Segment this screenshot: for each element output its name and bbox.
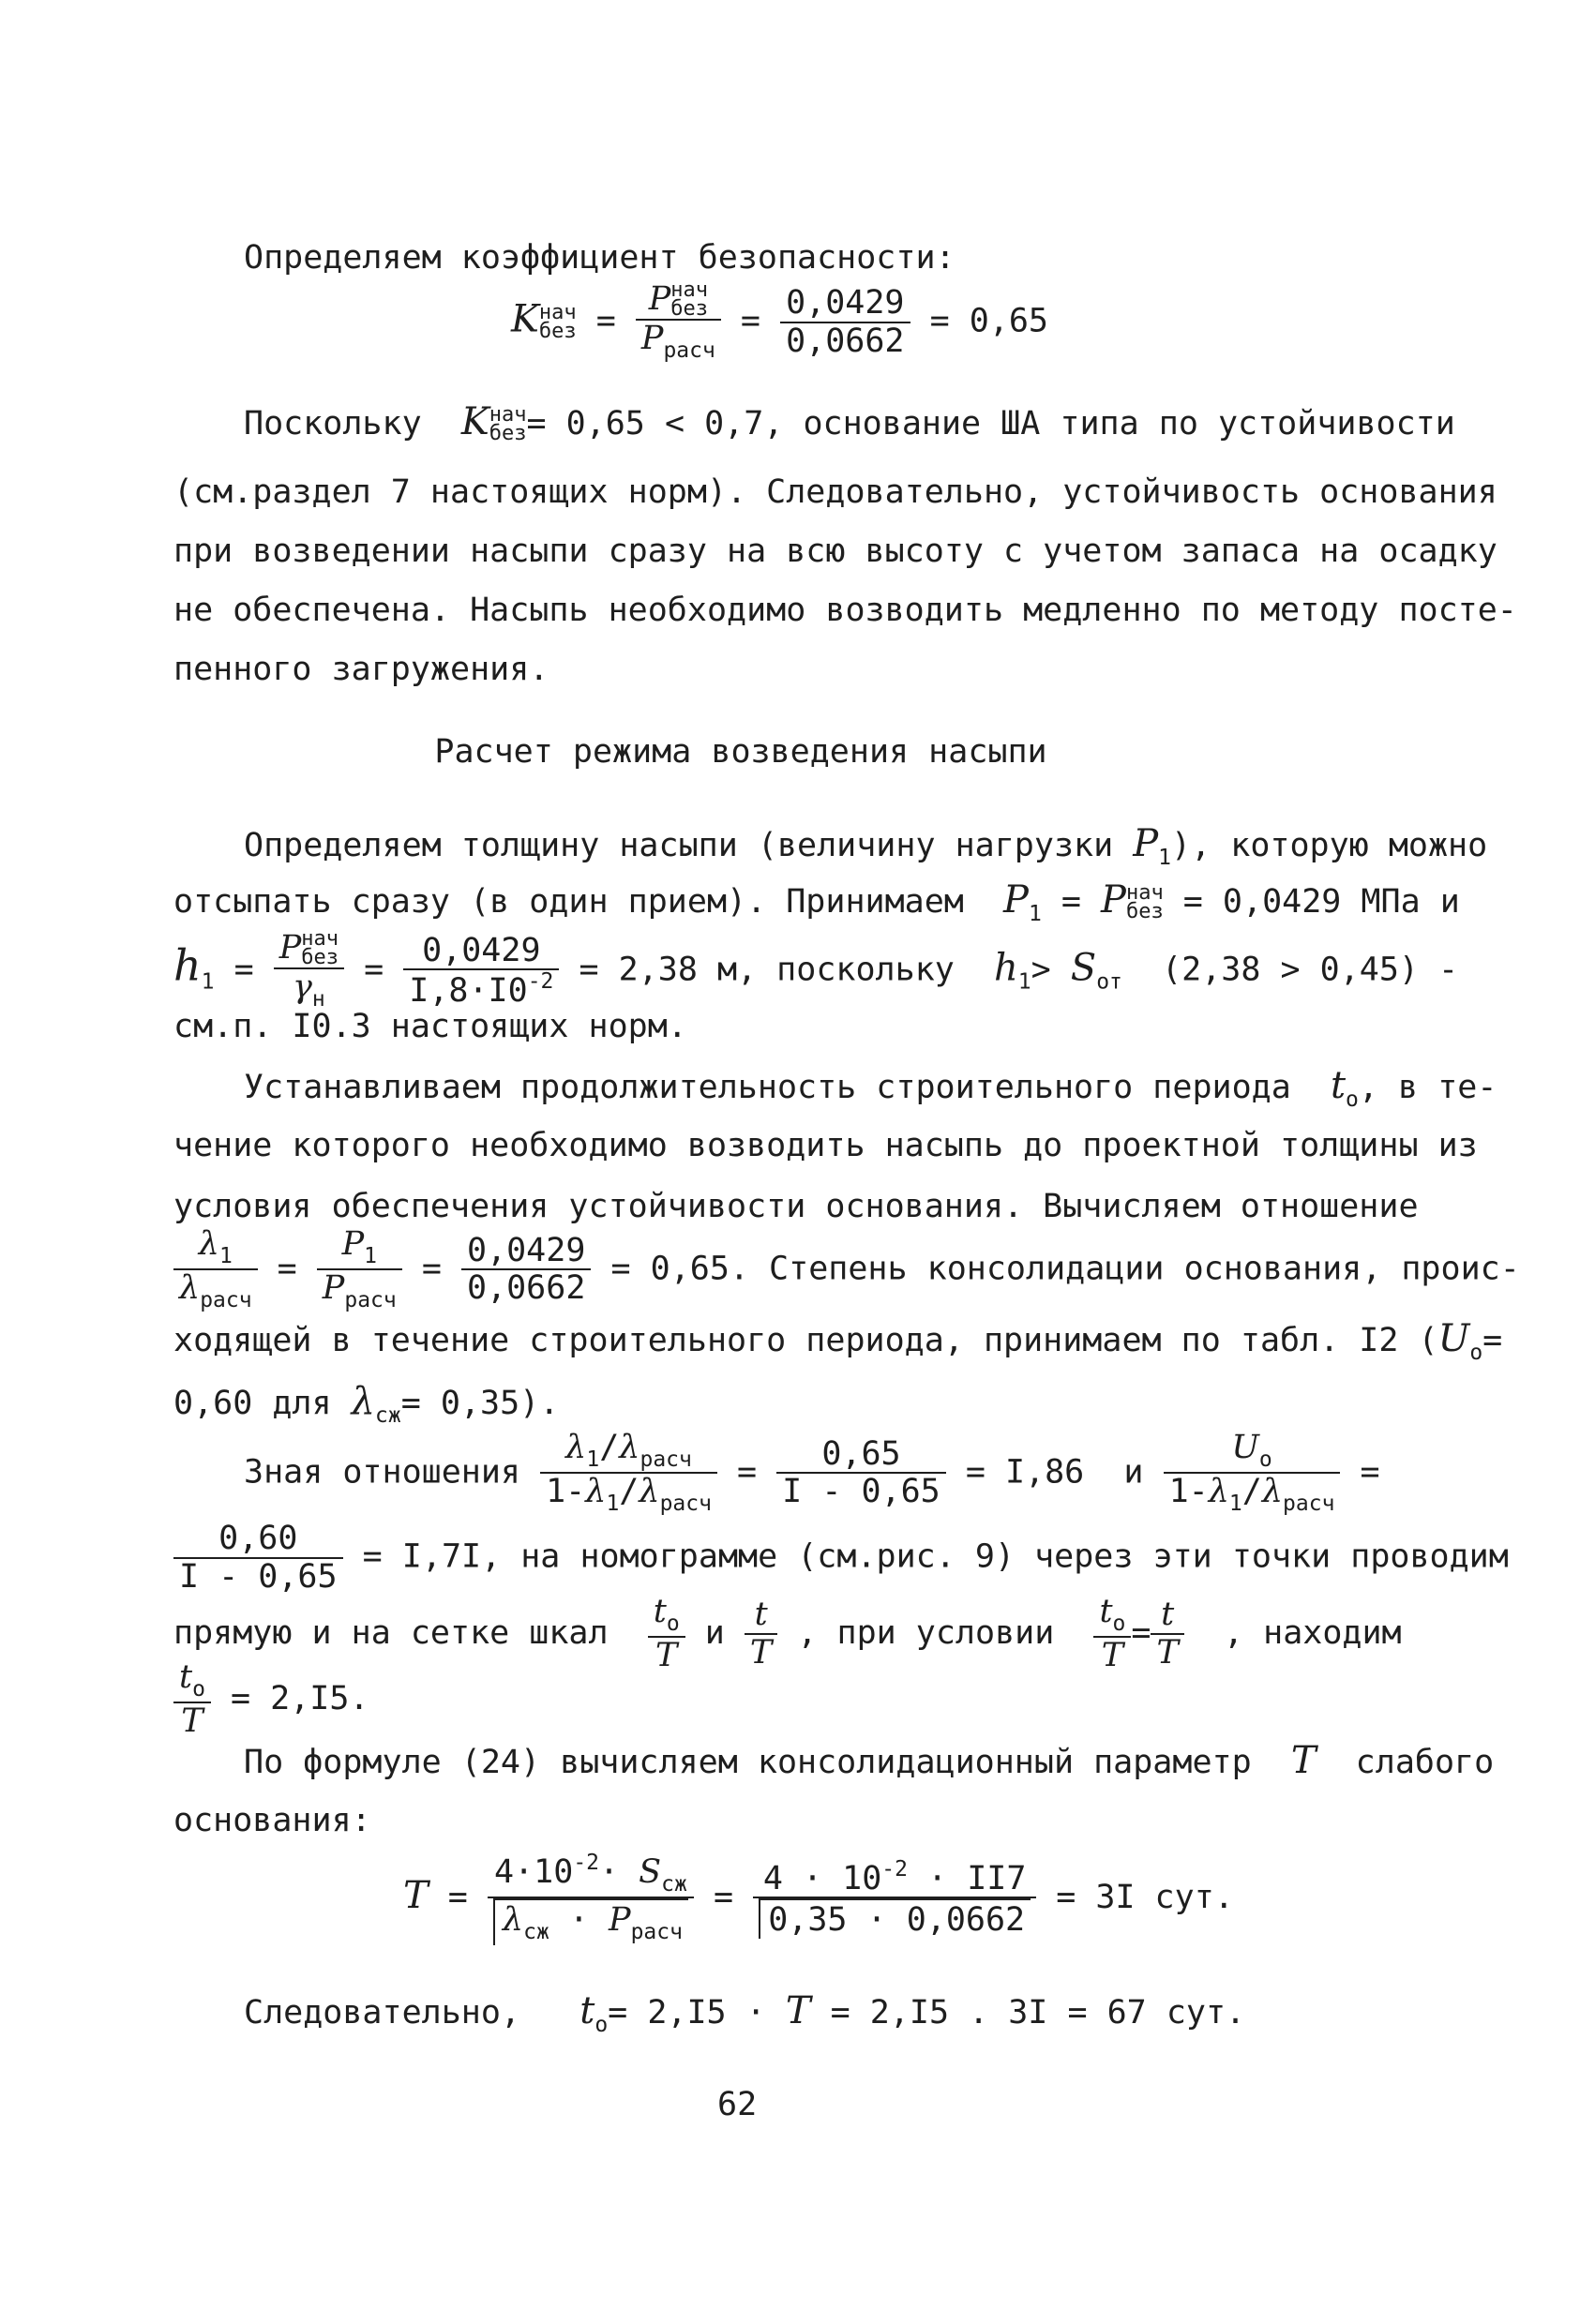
paragraph-line: ходящей в течение строительного периода, принимаем по табл. I2 ($U_o=$ — [173, 1317, 1503, 1365]
paragraph-line: Поскольку K нач без = 0,65 < 0,7, основание ША типа по устойчивости — [244, 400, 1455, 445]
paragraph-line: условия обеспечения устойчивости основания. Вычисляем отношение — [173, 1188, 1419, 1225]
paragraph-line: $\frac{0,60}{I - 0,65}$ = I,7I, на номограмме (см.рис. 9) через эти точки проводим — [173, 1521, 1509, 1595]
page-number: 62 — [717, 2086, 758, 2123]
paragraph-line: $\frac{t_o}{T}$ = 2,I5. — [173, 1659, 369, 1740]
ratio-formula-line: $\frac{\lambda_1}{\lambda_{расч}}$ = $\frac{P_1}{P_{расч}}$ = $\frac{0,0429}{0,0662}$ = 0,65. Степень консолидации основания, проис- — [173, 1226, 1520, 1313]
paragraph-line: Устанавливаем продолжительность строительного периода $t_o$, в те- — [244, 1064, 1497, 1112]
paragraph-line: пенного загружения. — [173, 651, 549, 688]
paragraph-line: при возведении насыпи сразу на всю высоту с учетом запаса на осадку — [173, 532, 1497, 570]
paragraph-line: (см.раздел 7 настоящих норм). Следовательно, устойчивость основания — [173, 473, 1497, 511]
paragraph-line: прямую и на сетке шкал $\frac{t_o}{T}$ и $\frac{t}{T}$ , при условии $\frac{t_o}{T}$ = $\frac{t}{T}$ , находим — [173, 1593, 1402, 1675]
paragraph-line: 0,60 для $\lambda_{сж}= 0,35$). — [173, 1380, 560, 1428]
consolidation-parameter-formula: T = $\frac{4\cdot 10^{-2}\cdot S_{сж}}{\lambda_{сж} \cdot P_{расч}}$ = $\frac{4 \cdot 10^{-2} \cdot II7}{0,35 \cdot 0,0662}$ = 3I сут. — [403, 1851, 1234, 1945]
paragraph-line: По формуле (24) вычисляем консолидационный параметр T слабого — [244, 1739, 1495, 1782]
paragraph-line: Следовательно, $t_o= 2,I5 \cdot T = 2,I5$ . 3I = 67 сут. — [244, 1989, 1246, 2037]
paragraph-line: см.п. I0.3 настоящих норм. — [173, 1008, 687, 1045]
section-heading: Расчет режима возведения насыпи — [434, 733, 1047, 771]
height-formula-line: $h_1$ = P нач без $\gamma_н$ = $\frac{0,0429}{I,8\cdot I0^{-2}}$ = 2,38 м, поскольку $h_1> S_{от}$ (2,38 > 0,45) - — [173, 927, 1459, 1012]
ratio-values-line: Зная отношения $\frac{\lambda_1/\lambda_{расч}}{1-\lambda_1/\lambda_{расч}}$ = $\frac{0,65}{I - 0,65}$ = I,86 и $\frac{U_o}{1-\lambda_1/\lambda_{расч}}$ = — [244, 1429, 1380, 1517]
paragraph-line: основания: — [173, 1802, 371, 1839]
intro-line: Определяем коэффициент безопасности: — [244, 239, 955, 277]
paragraph-line: чение которого необходимо возводить насыпь до проектной толщины из — [173, 1127, 1478, 1164]
safety-coefficient-formula: K нач без = P нач без $P_{расч}$ = $\frac{0,0429}{0,0662}$ = 0,65 — [511, 278, 1049, 363]
paragraph-line: Определяем толщину насыпи (величину нагрузки $P_1$), которую можно — [244, 822, 1488, 870]
paragraph-line: не обеспечена. Насыпь необходимо возводить медленно по методу посте- — [173, 592, 1517, 629]
paragraph-line: отсыпать сразу (в один прием). Принимаем $P_1 = P$ нач без = 0,0429 МПа и — [173, 878, 1460, 926]
